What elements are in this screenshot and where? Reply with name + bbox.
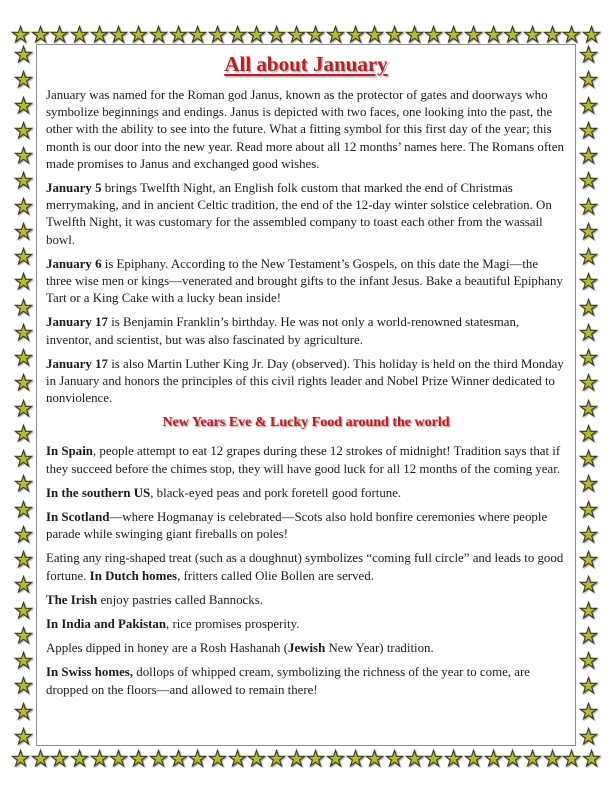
star-icon	[14, 575, 33, 594]
star-icon	[11, 25, 30, 44]
star-icon	[579, 348, 598, 367]
star-icon	[14, 474, 33, 493]
star-icon	[424, 25, 443, 44]
page-title: All about January	[224, 52, 388, 76]
star-icon	[287, 749, 306, 768]
star-icon	[14, 676, 33, 695]
star-icon	[365, 25, 384, 44]
paragraph	[46, 87, 566, 173]
star-icon	[579, 727, 598, 746]
star-border-bottom	[11, 748, 601, 768]
star-icon	[14, 702, 33, 721]
star-icon	[484, 25, 503, 44]
star-icon	[149, 749, 168, 768]
star-icon	[579, 45, 598, 64]
star-icon	[90, 25, 109, 44]
star-icon	[579, 449, 598, 468]
bold-lead-text: Jewish	[288, 641, 326, 656]
star-icon	[385, 25, 404, 44]
star-icon	[287, 25, 306, 44]
star-icon	[247, 25, 266, 44]
star-icon	[424, 749, 443, 768]
star-icon	[70, 749, 89, 768]
star-icon	[149, 25, 168, 44]
bold-lead-text: In India and Pakistan	[46, 617, 167, 632]
star-icon	[14, 146, 33, 165]
star-icon	[582, 25, 601, 44]
star-icon	[14, 500, 33, 519]
star-icon	[326, 25, 345, 44]
star-icon	[188, 25, 207, 44]
star-icon	[247, 749, 266, 768]
star-icon	[579, 702, 598, 721]
star-icon	[523, 749, 542, 768]
star-icon	[579, 601, 598, 620]
star-icon	[405, 25, 424, 44]
star-icon	[579, 424, 598, 443]
star-icon	[267, 749, 286, 768]
star-icon	[579, 247, 598, 266]
star-icon	[582, 749, 601, 768]
star-icon	[579, 525, 598, 544]
star-icon	[306, 25, 325, 44]
food-traditions-section	[46, 443, 566, 698]
paragraph	[46, 314, 566, 348]
star-icon	[579, 373, 598, 392]
star-icon	[579, 96, 598, 115]
body-text: , people attempt to eat 12 grapes during these 12 strokes of midnight! Tradition says that if they succeed before the chimes stop, they will have good luck for all 12 months of the coming year.	[46, 444, 561, 476]
star-icon	[169, 749, 188, 768]
star-icon	[208, 25, 227, 44]
body-text: , fritters called Olie Bollen are served.	[177, 568, 374, 583]
star-icon	[543, 25, 562, 44]
paragraph	[46, 592, 566, 609]
paragraph	[46, 180, 566, 249]
star-icon	[14, 121, 33, 140]
star-icon	[14, 70, 33, 89]
star-icon	[109, 25, 128, 44]
star-icon	[579, 651, 598, 670]
star-icon	[109, 749, 128, 768]
bold-lead-text: January 17	[46, 356, 108, 371]
star-icon	[188, 749, 207, 768]
star-icon	[14, 247, 33, 266]
bold-lead-text: January 17	[46, 315, 108, 330]
bold-lead-text: January 5	[46, 181, 102, 196]
star-icon	[562, 25, 581, 44]
bold-lead-text: In Scotland	[46, 510, 110, 525]
star-icon	[346, 25, 365, 44]
paragraph	[46, 664, 566, 698]
bold-lead-text: In Swiss homes,	[46, 665, 134, 680]
star-icon	[579, 272, 598, 291]
paragraph	[46, 256, 566, 308]
star-icon	[503, 25, 522, 44]
star-icon	[14, 348, 33, 367]
body-text: is also Martin Luther King Jr. Day (observed). This holiday is held on the third Monday in January and honors the principles of this civil rights leader and Nobel Prize Winner dedicated to nonviolence.	[46, 356, 564, 406]
star-icon	[385, 749, 404, 768]
star-icon	[169, 25, 188, 44]
star-border-top	[11, 24, 601, 44]
star-icon	[90, 749, 109, 768]
body-text: January was named for the Roman god Janus, known as the protector of gates and doorways who symbolize beginnings and endings. Janus is depicted with two faces, one looking into the past, the other with the ability to see into the future. What a fitting symbol for this first day of the year; this month is our door into the new year. Read more about all 12 months’ names here. The Romans often made promises to Janus and exchanged good wishes.	[46, 88, 564, 171]
paragraph	[46, 640, 566, 657]
star-icon	[14, 651, 33, 670]
bold-lead-text: The Irish	[46, 592, 98, 607]
star-icon	[579, 146, 598, 165]
star-icon	[523, 25, 542, 44]
paragraph	[46, 616, 566, 633]
star-icon	[14, 373, 33, 392]
star-icon	[50, 25, 69, 44]
star-icon	[14, 222, 33, 241]
paragraph	[46, 356, 566, 408]
star-icon	[579, 474, 598, 493]
star-icon	[14, 96, 33, 115]
star-icon	[579, 550, 598, 569]
star-icon	[579, 500, 598, 519]
paragraph	[46, 550, 566, 584]
body-text: Eating any ring-shaped treat (such as a doughnut) symbolizes “coming full circle” and leads to good fortune.	[46, 551, 564, 583]
star-icon	[14, 601, 33, 620]
star-icon	[14, 171, 33, 190]
star-icon	[326, 749, 345, 768]
star-icon	[346, 749, 365, 768]
paragraph	[46, 485, 566, 502]
bold-lead-text: January 6	[46, 256, 102, 271]
star-border-left	[13, 45, 33, 746]
body-text: —where Hogmanay is celebrated—Scots also hold bonfire ceremonies where people parade while swinging giant fireballs on poles!	[46, 510, 548, 542]
star-icon	[208, 749, 227, 768]
star-icon	[503, 749, 522, 768]
star-icon	[543, 749, 562, 768]
star-icon	[14, 525, 33, 544]
star-icon	[14, 45, 33, 64]
star-icon	[579, 399, 598, 418]
star-icon	[31, 749, 50, 768]
star-icon	[14, 449, 33, 468]
star-icon	[129, 749, 148, 768]
body-text: enjoy pastries called Bannocks.	[97, 592, 263, 607]
star-icon	[579, 121, 598, 140]
star-icon	[579, 626, 598, 645]
star-icon	[50, 749, 69, 768]
star-icon	[444, 749, 463, 768]
star-icon	[562, 749, 581, 768]
star-icon	[14, 197, 33, 216]
star-border-right	[578, 45, 598, 746]
body-text: brings Twelfth Night, an English folk custom that marked the end of Christmas merrymaking, and in ancient Celtic tradition, the end of the 12-day winter solstice celebration. On Twelfth Night, it was customary for the assembled company to toast each other from the wassail bowl.	[46, 181, 552, 247]
star-icon	[14, 424, 33, 443]
paragraph	[46, 443, 566, 477]
paragraph	[46, 509, 566, 543]
star-icon	[267, 25, 286, 44]
bold-lead-text: In the southern US	[46, 485, 151, 500]
star-icon	[129, 25, 148, 44]
bold-lead-text: In Spain	[46, 444, 93, 459]
body-text: is Benjamin Franklin’s birthday. He was not only a world-renowned statesman, inventor, and scientist, but was also fascinated by agriculture.	[46, 315, 520, 347]
star-icon	[579, 197, 598, 216]
star-icon	[444, 25, 463, 44]
body-text: New Year) tradition.	[325, 641, 434, 656]
star-icon	[14, 272, 33, 291]
star-icon	[579, 222, 598, 241]
star-icon	[306, 749, 325, 768]
star-icon	[70, 25, 89, 44]
section-subtitle: New Years Eve & Lucky Food around the world	[162, 415, 450, 431]
star-icon	[405, 749, 424, 768]
star-icon	[365, 749, 384, 768]
body-text: is Epiphany. According to the New Testament’s Gospels, on this date the Magi—the three wise men or kings—venerated and brought gifts to the infant Jesus. Bake a beautiful Epiphany Tart or a King Cake with a lucky bean inside!	[46, 256, 563, 306]
star-icon	[14, 550, 33, 569]
star-icon	[31, 25, 50, 44]
star-icon	[14, 399, 33, 418]
bold-lead-text: In Dutch homes	[89, 568, 178, 583]
star-icon	[579, 676, 598, 695]
star-icon	[228, 749, 247, 768]
star-icon	[464, 25, 483, 44]
star-icon	[14, 626, 33, 645]
star-icon	[579, 575, 598, 594]
star-icon	[579, 171, 598, 190]
star-icon	[579, 323, 598, 342]
star-icon	[484, 749, 503, 768]
content-frame	[36, 44, 576, 746]
body-text: , rice promises prosperity.	[166, 617, 300, 632]
body-text: dollops of whipped cream, symbolizing the richness of the year to come, are dropped on the floors—and allowed to remain there!	[46, 665, 531, 697]
intro-section	[46, 87, 566, 407]
star-icon	[14, 298, 33, 317]
star-icon	[14, 323, 33, 342]
star-icon	[14, 727, 33, 746]
star-icon	[228, 25, 247, 44]
star-icon	[464, 749, 483, 768]
body-text: , black-eyed peas and pork foretell good fortune.	[150, 485, 402, 500]
star-icon	[579, 70, 598, 89]
body-text: Apples dipped in honey are a Rosh Hashanah (	[46, 641, 288, 656]
star-icon	[579, 298, 598, 317]
star-icon	[11, 749, 30, 768]
